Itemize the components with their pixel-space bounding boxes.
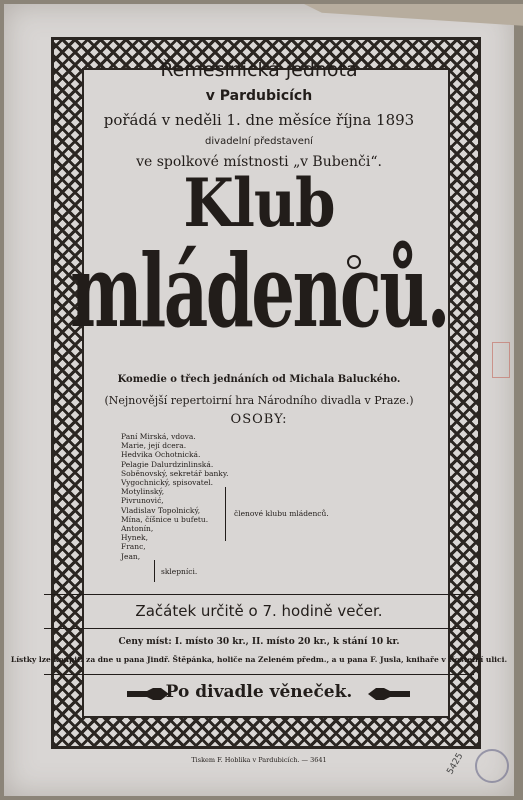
library-stamp <box>475 749 509 783</box>
torn-corner <box>304 4 523 26</box>
performance-line: divadelní představení <box>205 136 313 147</box>
cast-item: Hynek, <box>121 533 148 543</box>
handwritten-number: 5425 <box>445 751 466 777</box>
cast-item: Paní Mirská, vdova. <box>121 432 196 441</box>
closing-line: Po divadle věneček. <box>165 682 353 702</box>
ticket-prices: Ceny míst: I. místo 30 kr., II. místo 20 kr., k stání 10 kr. <box>118 637 400 647</box>
pointing-hand-left-icon <box>368 687 410 701</box>
cast-item: Antonín, <box>121 524 154 534</box>
divider-rule <box>44 674 474 675</box>
ring-accent-icon <box>347 255 361 269</box>
play-subtitle: Komedie o třech jednáních od Michala Baluckého. <box>117 374 401 385</box>
organization-name: Řemeslnická jednota <box>160 59 358 81</box>
cast-item: Vladislav Topolnický, <box>121 505 201 515</box>
divider-rule <box>44 594 474 595</box>
printer-imprint: Tiskem F. Hoblika v Pardubicích. — 3641 <box>191 756 327 764</box>
play-title-line1: Klub <box>183 163 335 243</box>
cast-item: Mína, číšnice u bufetu. <box>121 514 209 524</box>
cast-item: Pelagie Dalurdzinlinská. <box>121 459 214 469</box>
poster-sheet <box>4 4 514 796</box>
repertoire-note: (Nejnovější repertoirní hra Národního divadla v Praze.) <box>104 394 414 407</box>
cast-item: Motylinský, <box>121 487 165 497</box>
cast-item: Pivrunović, <box>121 496 164 506</box>
club-members-note: členové klubu mládenců. <box>234 509 329 518</box>
red-stamp-mark <box>492 342 510 378</box>
club-members-brace <box>225 487 231 541</box>
waiters-note: sklepníci. <box>161 567 198 576</box>
cast-heading: OSOBY: <box>230 412 288 427</box>
city-line: v Pardubicích <box>205 88 313 104</box>
cast-list <box>121 432 228 561</box>
cast-item: Vygochnický, spisovatel. <box>121 478 214 488</box>
cast-item: Franc, <box>121 542 146 552</box>
divider-rule <box>44 628 474 629</box>
cast-item: Marie, její dcera. <box>121 441 187 451</box>
ticket-sales: Lístky lze koupiti za dne u pana Jindř. Štěpánka, holiče na Zeleném předm., a u pana F. Jusla, knihaře v Kostelní ulici. <box>10 655 508 664</box>
venue-line: ve spolkové místnosti „v Bubenči“. <box>136 154 382 170</box>
start-time: Začátek určitě o 7. hodině večer. <box>135 602 383 620</box>
cast-item: Jean, <box>121 551 141 561</box>
play-title-line2: mládenců. <box>69 232 449 350</box>
cast-item: Soběnovský, sekretář banky. <box>121 468 229 478</box>
cast-item: Hedvika Ochotnická. <box>121 450 201 460</box>
date-line: pořádá v neděli 1. dne měsíce října 1893 <box>103 111 415 129</box>
waiters-brace <box>154 560 160 582</box>
